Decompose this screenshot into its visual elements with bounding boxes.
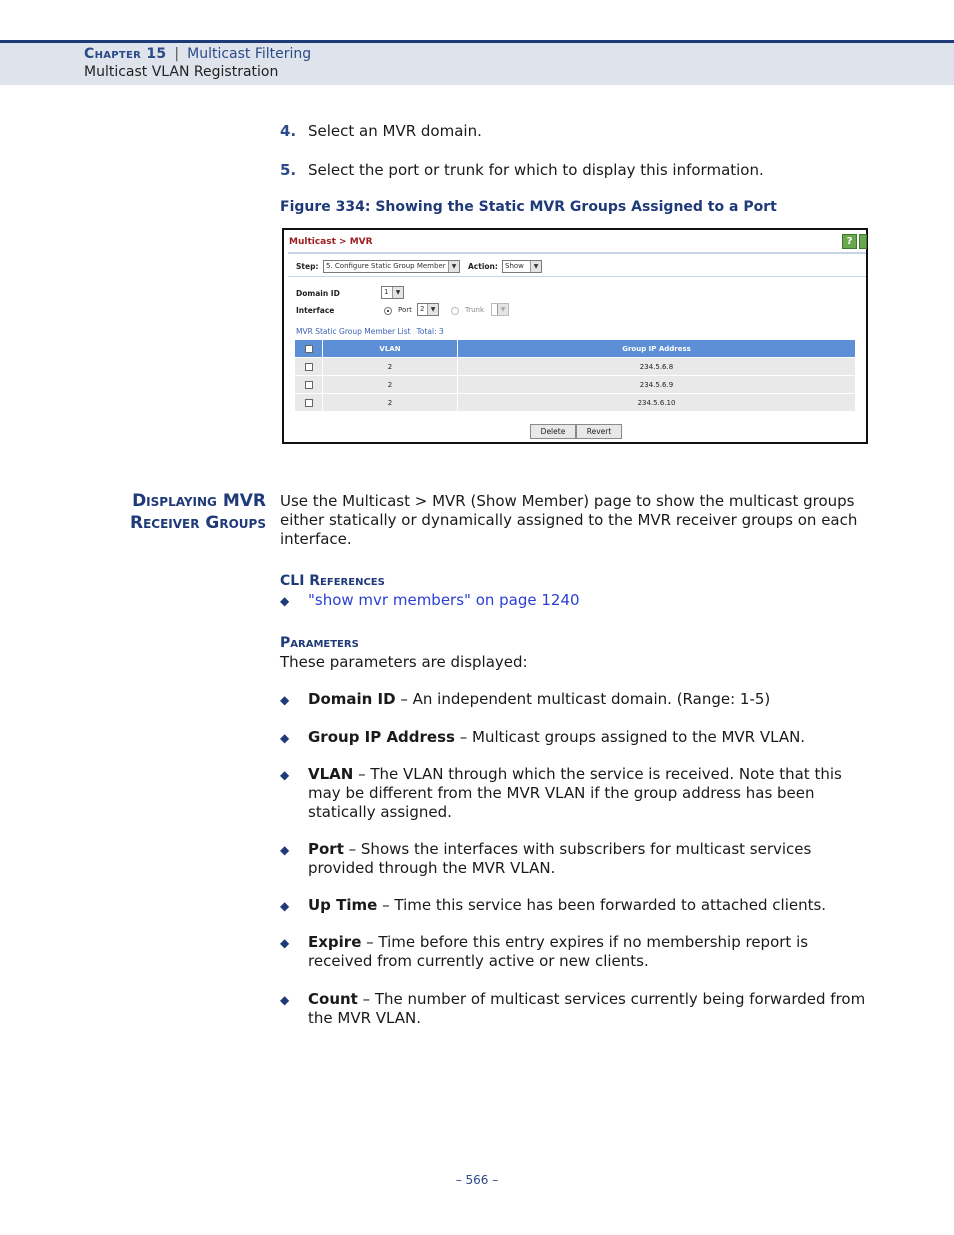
member-list-total: Total: 3 xyxy=(416,327,444,336)
chevron-down-icon: ▼ xyxy=(448,261,459,272)
param-term: VLAN xyxy=(308,765,354,783)
table-row xyxy=(295,358,856,376)
port-value: 2 xyxy=(420,305,425,313)
step-select[interactable] xyxy=(323,260,460,273)
help-icon[interactable]: ? xyxy=(842,234,857,249)
param-desc: – An independent multicast domain. (Range: 1-5) xyxy=(395,690,771,708)
diamond-bullet-icon: ◆ xyxy=(280,899,290,913)
trunk-radio[interactable] xyxy=(451,307,459,315)
chevron-down-icon: ▼ xyxy=(392,287,403,298)
section-heading-line2: Receiver Groups xyxy=(130,513,266,533)
diamond-bullet-icon: ◆ xyxy=(280,594,290,608)
port-select[interactable] xyxy=(417,303,439,316)
domain-id-label: Domain ID xyxy=(296,289,340,298)
group-ip-cell: 234.5.6.10 xyxy=(458,394,856,412)
step-text: Select the port or trunk for which to display this information. xyxy=(308,161,764,179)
param-term: Port xyxy=(308,840,344,858)
trunk-select[interactable] xyxy=(491,303,509,316)
step-number: 5. xyxy=(280,161,297,179)
diamond-bullet-icon: ◆ xyxy=(280,768,290,782)
cli-reference-link[interactable]: "show mvr members" on page 1240 xyxy=(308,591,580,609)
param-desc: – Time this service has been forwarded to attached clients. xyxy=(377,896,827,914)
row-checkbox[interactable] xyxy=(305,363,313,371)
step-text: Select an MVR domain. xyxy=(308,122,482,140)
port-label: Port xyxy=(398,306,412,314)
domain-id-select[interactable] xyxy=(381,286,404,299)
parameters-heading: Parameters xyxy=(280,635,359,651)
vlan-cell: 2 xyxy=(323,394,458,412)
vlan-cell: 2 xyxy=(323,376,458,394)
chevron-down-icon: ▼ xyxy=(530,261,541,272)
param-term: Domain ID xyxy=(308,690,396,708)
param-term: Group IP Address xyxy=(308,728,455,746)
select-all-cell xyxy=(295,340,323,358)
diamond-bullet-icon: ◆ xyxy=(280,993,290,1007)
revert-button[interactable]: Revert xyxy=(576,424,622,439)
page-number: – 566 – xyxy=(455,1173,499,1187)
fig-page-title: Multicast > MVR xyxy=(289,237,373,247)
param-term: Count xyxy=(308,990,358,1008)
param-term: Expire xyxy=(308,933,362,951)
running-header xyxy=(84,46,311,62)
step-5 xyxy=(280,161,764,179)
param-term: Up Time xyxy=(308,896,378,914)
section-heading-line1: Displaying MVR xyxy=(132,491,266,511)
step-4 xyxy=(280,122,482,140)
table-row xyxy=(295,376,856,394)
action-select[interactable] xyxy=(502,260,542,273)
figure-screenshot xyxy=(282,228,868,444)
header-separator: | xyxy=(174,46,180,62)
step-number: 4. xyxy=(280,122,297,140)
param-desc: – The number of multicast services currently being forwarded from the MVR VLAN. xyxy=(308,990,866,1027)
cli-reference-item xyxy=(280,591,580,609)
param-desc: – Multicast groups assigned to the MVR VLAN. xyxy=(454,728,806,746)
info-icon[interactable] xyxy=(859,234,867,249)
interface-label: Interface xyxy=(296,306,335,315)
cli-references-heading: CLI References xyxy=(280,573,385,589)
fig-divider xyxy=(288,252,866,254)
diamond-bullet-icon: ◆ xyxy=(280,843,290,857)
section-label: Multicast VLAN Registration xyxy=(84,64,279,80)
section-heading xyxy=(100,490,266,534)
member-table xyxy=(294,339,856,412)
delete-button[interactable]: Delete xyxy=(530,424,576,439)
parameters-intro: These parameters are displayed: xyxy=(280,653,528,671)
table-row xyxy=(295,394,856,412)
param-desc: – The VLAN through which the service is received. Note that this may be different from the MVR VLAN if the group address has been statically assigned. xyxy=(308,765,842,821)
row-checkbox[interactable] xyxy=(305,399,313,407)
fig-step-label: Step: xyxy=(296,262,319,271)
chevron-down-icon: ▼ xyxy=(497,304,508,315)
group-ip-cell: 234.5.6.8 xyxy=(458,358,856,376)
row-checkbox[interactable] xyxy=(305,381,313,389)
chevron-down-icon: ▼ xyxy=(427,304,438,315)
chapter-label: Chapter 15 xyxy=(84,46,167,62)
member-list-label: MVR Static Group Member List xyxy=(296,327,411,336)
row-checkbox-cell xyxy=(295,376,323,394)
select-all-checkbox[interactable] xyxy=(305,345,313,353)
diamond-bullet-icon: ◆ xyxy=(280,693,290,707)
vlan-header: VLAN xyxy=(323,340,458,358)
diamond-bullet-icon: ◆ xyxy=(280,731,290,745)
group-ip-cell: 234.5.6.9 xyxy=(458,376,856,394)
table-header-row xyxy=(295,340,856,358)
diamond-bullet-icon: ◆ xyxy=(280,936,290,950)
fig-divider xyxy=(288,276,866,277)
fig-action-label: Action: xyxy=(468,262,498,271)
row-checkbox-cell xyxy=(295,394,323,412)
port-radio[interactable] xyxy=(384,307,392,315)
member-list-title xyxy=(296,327,444,336)
section-intro: Use the Multicast > MVR (Show Member) page to show the multicast groups either statically or dynamically assigned to the MVR receiver groups on each interface. xyxy=(280,492,858,548)
group-ip-header: Group IP Address xyxy=(458,340,856,358)
param-desc: – Shows the interfaces with subscribers for multicast services provided through the MVR VLAN. xyxy=(308,840,812,877)
chapter-title: Multicast Filtering xyxy=(187,46,312,62)
vlan-cell: 2 xyxy=(323,358,458,376)
row-checkbox-cell xyxy=(295,358,323,376)
trunk-label: Trunk xyxy=(465,306,485,314)
figure-caption: Figure 334: Showing the Static MVR Groups Assigned to a Port xyxy=(280,199,777,215)
action-select-value: Show xyxy=(505,262,524,270)
step-select-value: 5. Configure Static Group Member xyxy=(326,262,446,270)
param-desc: – Time before this entry expires if no membership report is received from currently active or new clients. xyxy=(308,933,809,970)
domain-id-value: 1 xyxy=(384,288,389,296)
